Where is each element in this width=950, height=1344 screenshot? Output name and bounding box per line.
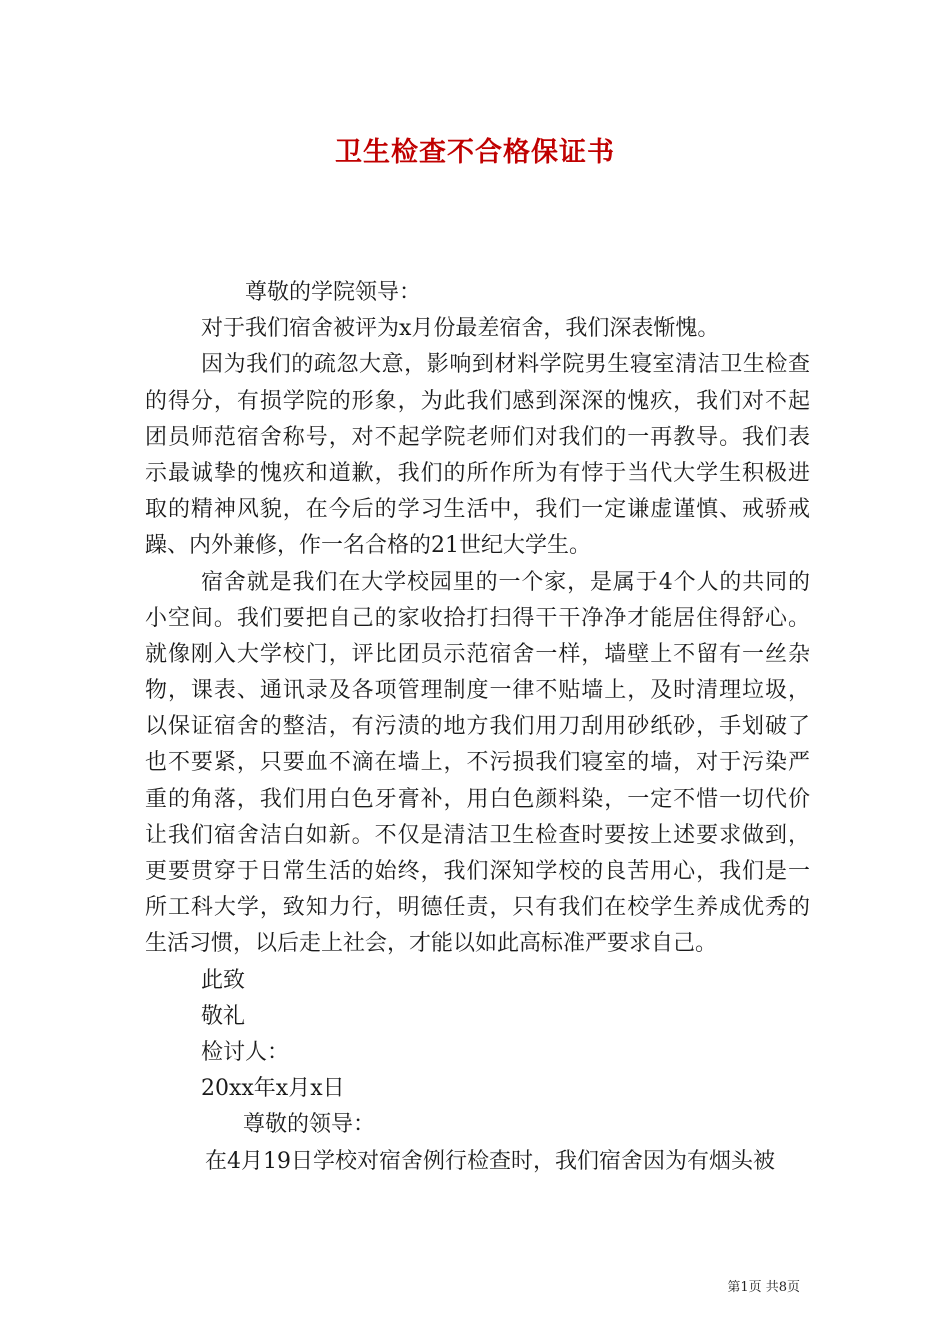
paragraph-line: 团员师范宿舍称号，对不起学院老师们对我们的一再教导。我们表	[145, 424, 810, 450]
document-title: 卫生检查不合格保证书	[335, 137, 615, 168]
paragraph-2	[145, 347, 810, 564]
paragraph-line: 更要贯穿于日常生活的始终，我们深知学校的良苦用心，我们是一	[145, 859, 810, 884]
page-number: 第1页 共8页	[727, 1280, 800, 1295]
paragraph-line: 宿舍就是我们在大学校园里的一个家，是属于4个人的共同的	[201, 569, 810, 595]
paragraph-4-line-1: 在4月19日学校对宿舍例行检查时，我们宿舍因为有烟头被	[205, 1148, 775, 1174]
closing-cizhi: 此致	[201, 967, 246, 993]
paragraph-1: 对于我们宿舍被评为x月份最差宿舍，我们深表惭愧。	[201, 316, 720, 342]
salutation: 尊敬的学院领导：	[245, 280, 422, 305]
paragraph-line: 所工科大学，致知力行，明德任责，只有我们在校学生养成优秀的	[145, 895, 810, 921]
paragraph-line: 物，课表、通讯录及各项管理制度一律不贴墙上，及时清理垃圾，	[145, 678, 810, 704]
paragraph-line: 生活习惯，以后走上社会，才能以如此高标准严要求自己。	[145, 931, 718, 957]
paragraph-line: 示最诚挚的愧疚和道歉，我们的所作所为有悖于当代大学生积极进	[145, 460, 810, 486]
letter-date: 20xx年x月x日	[201, 1076, 345, 1102]
paragraph-line: 小空间。我们要把自己的家收拾打扫得干干净净才能居住得舒心。	[145, 605, 810, 631]
paragraph-line: 就像刚入大学校门，评比团员示范宿舍一样，墙壁上不留有一丝杂	[145, 641, 810, 667]
paragraph-line: 重的角落，我们用白色牙膏补，用白色颜料染，一定不惜一切代价	[145, 786, 810, 812]
paragraph-3	[145, 565, 810, 963]
paragraph-line: 也不要紧，只要血不滴在墙上，不污损我们寝室的墙，对于污染严	[145, 750, 810, 776]
signer-label: 检讨人：	[201, 1039, 290, 1065]
closing-jingli: 敬礼	[201, 1003, 246, 1029]
paragraph-line: 的得分，有损学院的形象，为此我们感到深深的愧疚，我们对不起	[145, 388, 810, 414]
paragraph-line: 取的精神风貌，在今后的学习生活中，我们一定谦虚谨慎、戒骄戒	[145, 497, 810, 523]
paragraph-line: 因为我们的疏忽大意，影响到材料学院男生寝室清洁卫生检查	[201, 352, 810, 378]
paragraph-line: 躁、内外兼修，作一名合格的21世纪大学生。	[145, 533, 591, 559]
document-body	[145, 275, 810, 1180]
salutation-2: 尊敬的领导：	[243, 1112, 376, 1138]
paragraph-line: 让我们宿舍洁白如新。不仅是清洁卫生检查时要按上述要求做到，	[145, 822, 810, 848]
paragraph-line: 以保证宿舍的整洁，有污渍的地方我们用刀刮用砂纸砂，手划破了	[145, 714, 810, 740]
